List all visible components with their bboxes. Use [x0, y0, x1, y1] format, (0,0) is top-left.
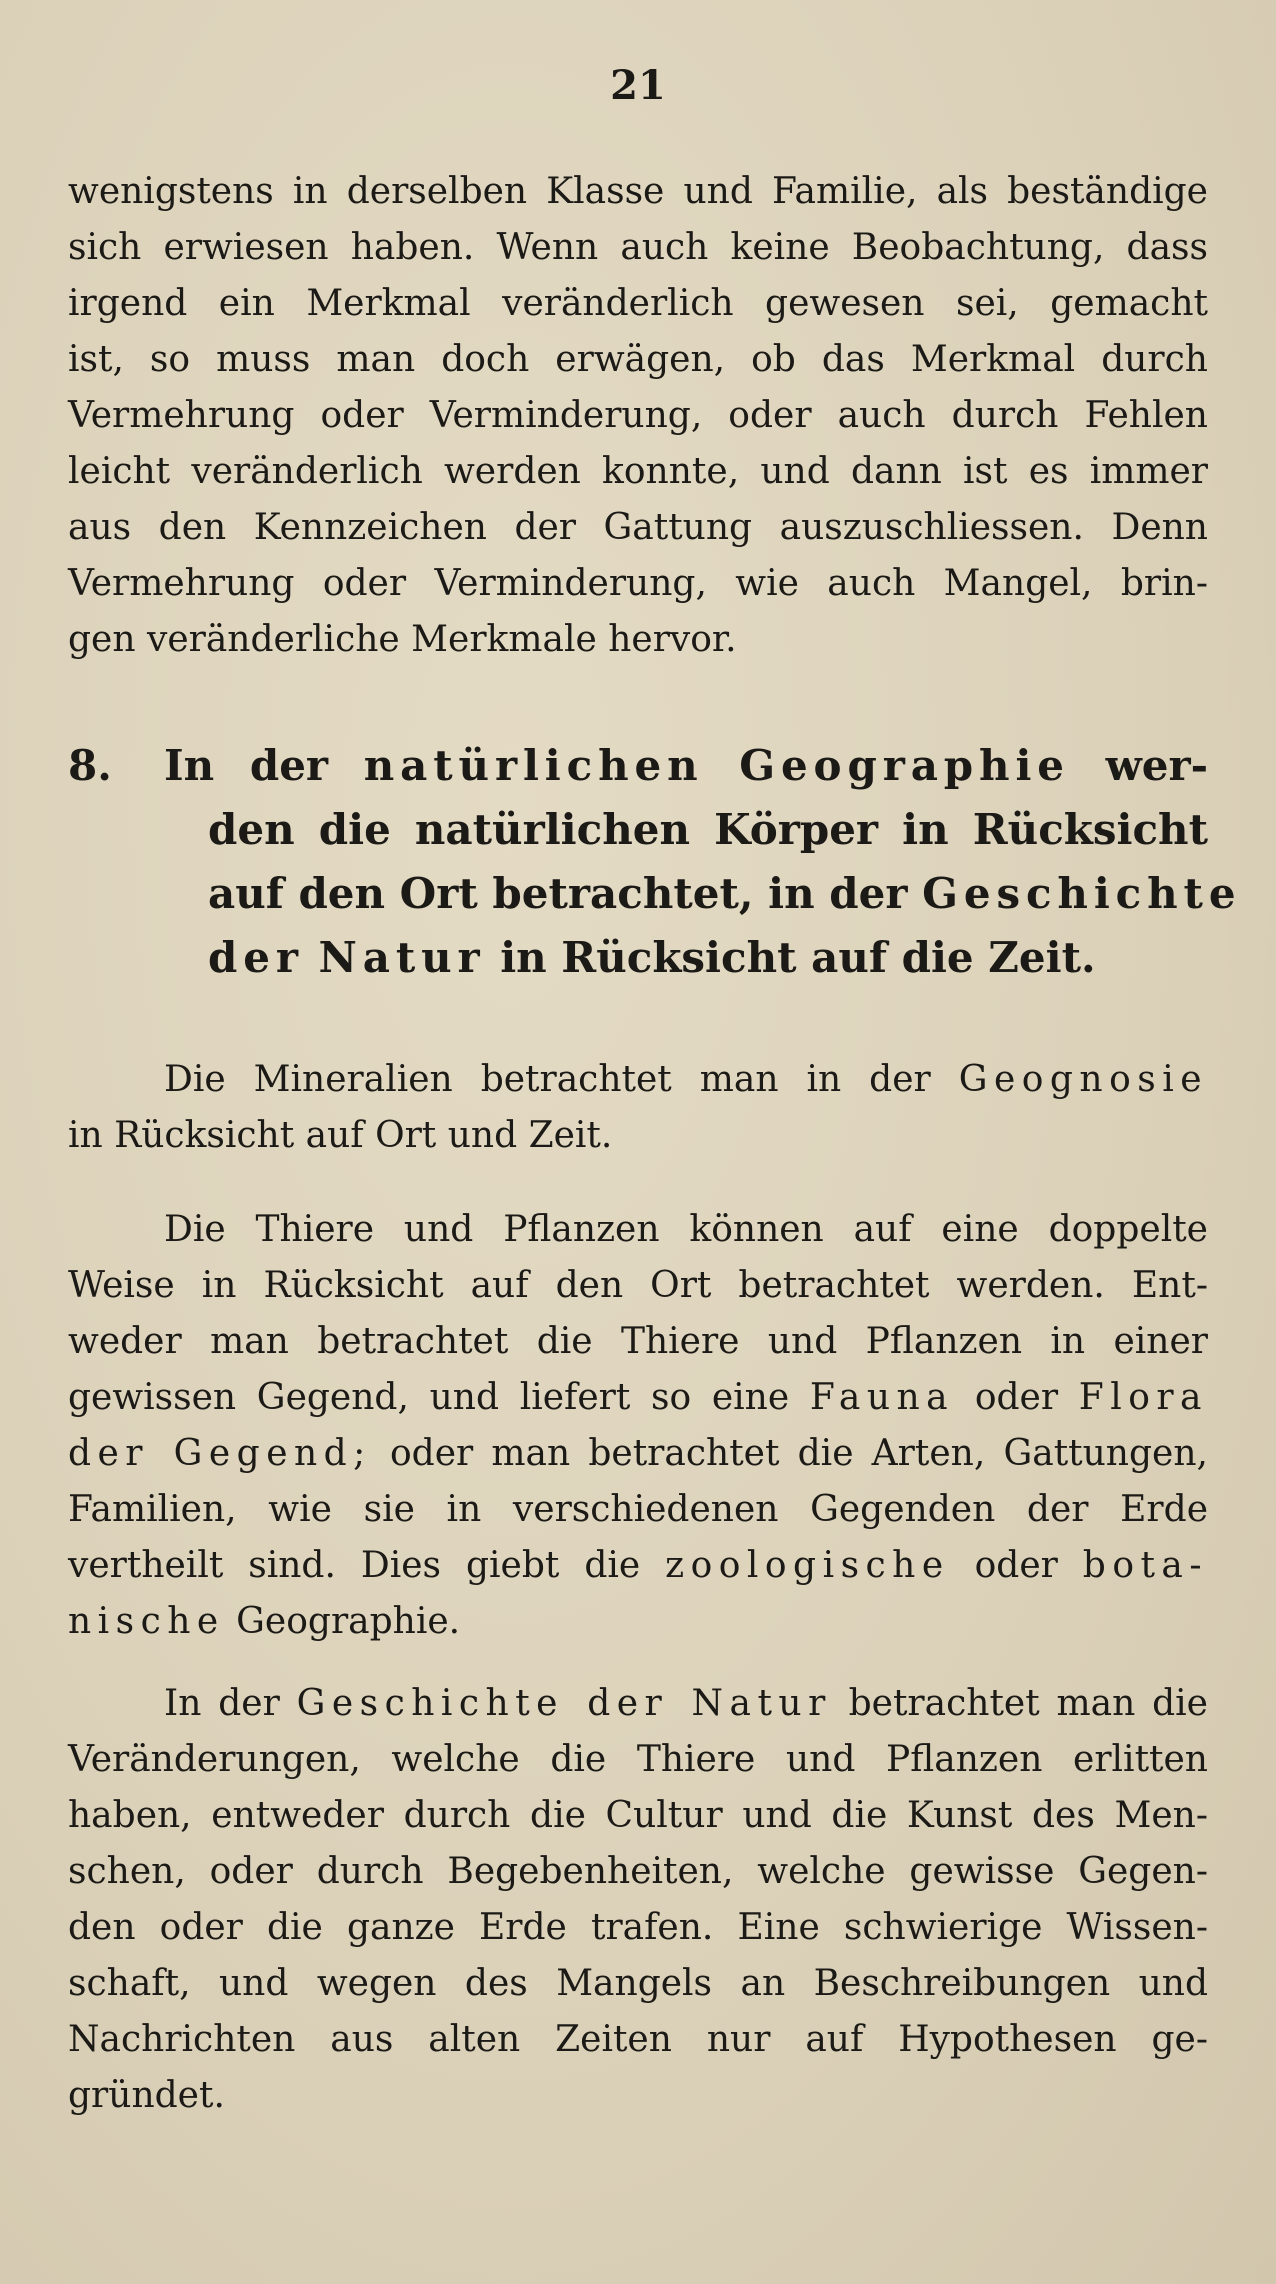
paragraph-geschichte [68, 1676, 1208, 2124]
text-line: schen, oder durch Begebenheiten, welche gewisse Gegen- [68, 1851, 1208, 1892]
heading-emphasis: natürlichen [363, 741, 704, 790]
text-line [68, 1052, 1208, 1108]
text-run: Geographie. [236, 1601, 461, 1642]
spaced-term: Geognosie [958, 1059, 1208, 1100]
heading-text: wer- [1105, 741, 1209, 790]
text-run: In der [164, 1683, 280, 1724]
text-run: gewissen Gegend, und liefert so eine [68, 1377, 790, 1418]
spaced-term: Fauna [809, 1377, 955, 1418]
text-line: Veränderungen, welche die Thiere und Pflanzen erlitten [68, 1739, 1208, 1780]
text-line: Die Thiere und Pflanzen können auf eine doppelte [164, 1209, 1208, 1250]
text-line: leicht veränderlich werden konnte, und dann ist es immer [68, 451, 1208, 492]
page-number: 21 [610, 62, 666, 109]
text-line: gründet. [68, 2075, 225, 2116]
text-line [68, 1594, 1208, 1650]
text-line: Vermehrung oder Verminderung, wie auch Mangel, brin- [68, 563, 1208, 604]
heading-text: in Rücksicht auf die Zeit. [500, 933, 1096, 982]
text-run: oder man betrachtet die Arten, Gattungen, [389, 1433, 1208, 1474]
text-run: vertheilt sind. Dies giebt die [68, 1545, 641, 1586]
text-line: schaft, und wegen des Mangels an Beschreibungen und [68, 1963, 1208, 2004]
heading-line [68, 862, 1242, 926]
heading-emphasis: Natur [318, 933, 486, 982]
text-line: weder man betrachtet die Thiere und Pflanzen in einer [68, 1321, 1208, 1362]
paragraph-continuation [68, 164, 1208, 668]
text-line: wenigstens in derselben Klasse und Familie, als beständige [68, 171, 1208, 212]
text-line [68, 1370, 1208, 1426]
text-line: aus den Kennzeichen der Gattung auszuschliessen. Denn [68, 507, 1208, 548]
spaced-term: der Gegend; [68, 1433, 372, 1474]
heading-emphasis: der [208, 933, 304, 982]
spaced-term: Geschichte der Natur [296, 1683, 832, 1724]
text-line: Nachrichten aus alten Zeiten nur auf Hypothesen ge- [68, 2019, 1208, 2060]
text-line: Familien, wie sie in verschiedenen Gegenden der Erde [68, 1489, 1208, 1530]
text-line: irgend ein Merkmal veränderlich gewesen sei, gemacht [68, 283, 1208, 324]
heading-text: auf den Ort betrachtet, in der [208, 869, 908, 918]
heading-text: In der [164, 741, 329, 790]
text-line: Vermehrung oder Verminderung, oder auch durch Fehlen [68, 395, 1208, 436]
heading-line [68, 926, 1208, 990]
text-line: in Rücksicht auf Ort und Zeit. [68, 1115, 613, 1156]
text-run: oder [974, 1545, 1058, 1586]
heading-line [68, 734, 1208, 798]
heading-emphasis: Geschichte [922, 869, 1242, 918]
text-run: Die Mineralien betrachtet man in der [164, 1059, 931, 1100]
paragraph-mineralien [68, 1052, 1208, 1164]
text-line [68, 1426, 1208, 1482]
spaced-term: nische [68, 1601, 225, 1642]
text-run: oder [974, 1377, 1059, 1418]
text-line: den oder die ganze Erde trafen. Eine schwierige Wissen- [68, 1907, 1208, 1948]
heading-line: den die natürlichen Körper in Rücksicht [208, 805, 1208, 854]
paragraph-thiere-pflanzen [68, 1202, 1208, 1650]
text-line: Weise in Rücksicht auf den Ort betrachtet werden. Ent- [68, 1265, 1208, 1306]
text-line: gen veränderliche Merkmale hervor. [68, 619, 737, 660]
text-line: haben, entweder durch die Cultur und die Kunst des Men- [68, 1795, 1208, 1836]
text-line [68, 1538, 1208, 1594]
spaced-term: Flora [1078, 1377, 1208, 1418]
text-line: sich erwiesen haben. Wenn auch keine Beobachtung, dass [68, 227, 1208, 268]
section-heading [68, 734, 1242, 990]
spaced-term: bota- [1082, 1545, 1209, 1586]
text-line: ist, so muss man doch erwägen, ob das Merkmal durch [68, 339, 1208, 380]
text-run: betrachtet man die [848, 1683, 1208, 1724]
section-number: 8. [68, 741, 112, 790]
text-line [68, 1676, 1208, 1732]
spaced-term: zoologische [665, 1545, 950, 1586]
heading-emphasis: Geographie [739, 741, 1070, 790]
